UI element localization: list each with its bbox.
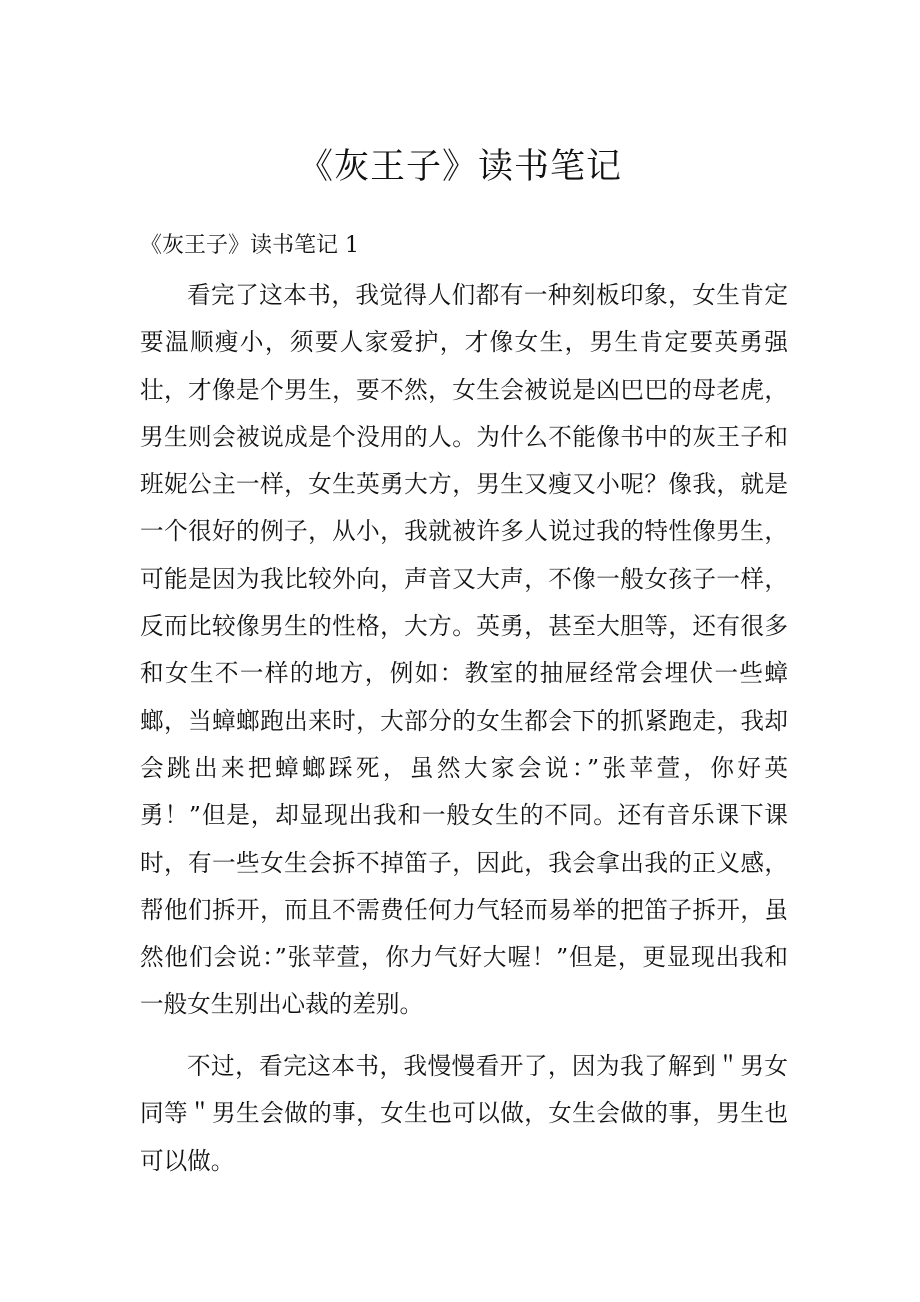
section-heading: 《灰王子》读书笔记 1 — [140, 233, 359, 258]
body-paragraph-2: 不过，看完这本书，我慢慢看开了，因为我了解到＂男女同等＂男生会做的事，女生也可以做，女生会做的事，男生也可以做。 — [140, 1052, 788, 1175]
body-paragraph-1: 看完了这本书，我觉得人们都有一种刻板印象，女生肯定要温顺瘦小，须要人家爱护，才像女生，男生肯定要英勇强壮，才像是个男生，要不然，女生会被说是凶巴巴的母老虎，男生则会被说成是个没用的人。为什么不能像书中的灰王子和班妮公主一样，女生英勇大方，男生又瘦又小呢？像我，就是一个很好的例子，从小，我就被许多人说过我的特性像男生，可能是因为我比较外向，声音又大声，不像一般女孩子一样，反而比较像男生的性格，大方。英勇，甚至大胆等，还有很多和女生不一样的地方，例如：教室的抽屉经常会埋伏一些蟑螂，当蟑螂跑出来时，大部分的女生都会下的抓紧跑走，我却会跳出来把蟑螂踩死，虽然大家会说：”张苹萱，你好英勇！”但是，却显现出我和一般女生的不同。还有音乐课下课时，有一些女生会拆不掉笛子，因此，我会拿出我的正义感，帮他们拆开，而且不需费任何力气轻而易举的把笛子拆开，虽然他们会说：”张苹萱，你力气好大喔！”但是，更显现出我和一般女生别出心裁的差别。 — [140, 281, 788, 1019]
document-title: 《灰王子》读书笔记 — [297, 147, 622, 187]
